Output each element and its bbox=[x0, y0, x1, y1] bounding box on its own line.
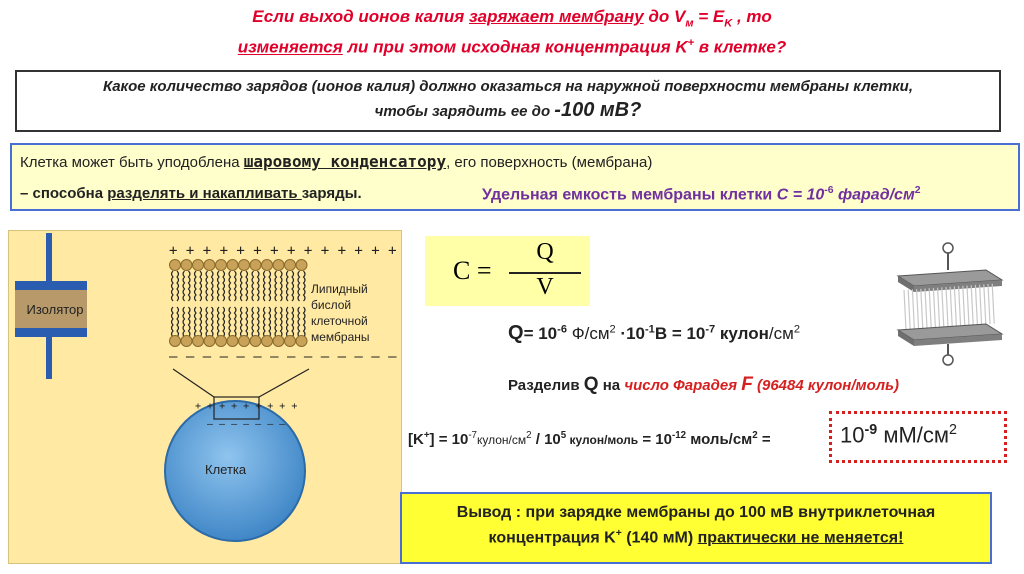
lipid-tail bbox=[200, 307, 202, 337]
capacitor-lipid-line bbox=[992, 284, 994, 324]
lipid-tail bbox=[183, 307, 185, 337]
lipid-tail bbox=[195, 271, 197, 301]
lipid-tail bbox=[292, 307, 294, 337]
charge-calculation: $Q= 10^{-6}$ $Ф/см^2 \cdot 10^{-1}В = 10^{-7}$ кулон/$см^2$ bbox=[508, 322, 800, 344]
capacitor-lipid-line bbox=[917, 289, 919, 329]
capacitor-lipid-line bbox=[963, 286, 965, 326]
lipid-tail bbox=[218, 307, 220, 337]
lipid-heads-bottom bbox=[170, 336, 308, 347]
cell-label: Клетка bbox=[205, 462, 247, 477]
cell-minus-charges: – – – – – – – bbox=[207, 419, 286, 430]
formula-numerator: Q bbox=[536, 239, 554, 265]
lipid-head bbox=[273, 336, 284, 347]
lipid-head bbox=[239, 260, 250, 271]
conclusion-box bbox=[400, 492, 992, 564]
lipid-tail bbox=[264, 271, 266, 301]
lipid-tail bbox=[275, 307, 277, 337]
lipid-tail bbox=[229, 307, 231, 337]
specific-capacitance: Удельная емкость мембраны клетки $C = 10^{-6}$ фарад/$см^2$ bbox=[482, 185, 921, 204]
lipid-tail bbox=[183, 271, 185, 301]
capacitor-lipid-line bbox=[950, 287, 952, 327]
capacitor-lipid-line bbox=[921, 289, 923, 329]
lipid-tail bbox=[298, 307, 300, 337]
capacitor-lipid-line bbox=[971, 285, 973, 325]
lipid-tail bbox=[177, 271, 179, 301]
capacitor-line1: Клетка может быть уподоблена шаровому конденсатору, его поверхность (мембрана) bbox=[20, 152, 653, 171]
faraday-division: Разделив Q на число Фарадея F (96484 кулон/моль) bbox=[508, 374, 900, 395]
capacitance-formula bbox=[425, 236, 590, 306]
capacitor-box bbox=[10, 143, 1020, 211]
lipid-head bbox=[250, 260, 261, 271]
lipid-head bbox=[204, 260, 215, 271]
lipid-tail bbox=[235, 307, 237, 337]
lipid-tail bbox=[212, 307, 214, 337]
lipid-head bbox=[262, 260, 273, 271]
formula-c: C = bbox=[453, 256, 492, 285]
lipid-head bbox=[250, 336, 261, 347]
result-highlight-box bbox=[829, 411, 1007, 463]
lipid-head bbox=[262, 336, 273, 347]
lipid-head bbox=[181, 260, 192, 271]
lipid-tail bbox=[195, 307, 197, 337]
formula-denominator: V bbox=[536, 274, 554, 300]
lipid-head bbox=[170, 336, 181, 347]
lipid-tails bbox=[172, 271, 306, 337]
lipid-head bbox=[285, 260, 296, 271]
lipid-tail bbox=[258, 307, 260, 337]
lipid-tail bbox=[189, 307, 191, 337]
lipid-tail bbox=[172, 271, 174, 301]
lipid-head bbox=[296, 260, 307, 271]
concentration-result: $10^{-9}$ $мМ/см^2$ bbox=[840, 422, 957, 448]
conclusion-line1: Вывод : при зарядке мембраны до 100 мВ внутриклеточная bbox=[456, 504, 936, 521]
capacitor-plate-top bbox=[15, 281, 87, 290]
lipid-tail bbox=[223, 307, 225, 337]
slide-title-line2: изменяется ли при этом исходная концентрация K+ в клетке? bbox=[237, 37, 787, 57]
lipid-tail bbox=[241, 271, 243, 301]
lipid-tail bbox=[241, 307, 243, 337]
capacitor-lipid-line bbox=[933, 288, 935, 328]
capacitor-lipid-line bbox=[975, 285, 977, 325]
lipid-head bbox=[170, 260, 181, 271]
lipid-tail bbox=[229, 271, 231, 301]
question-box bbox=[15, 70, 1001, 132]
capacitor-lipid-line bbox=[988, 284, 990, 324]
lipid-tail bbox=[269, 307, 271, 337]
zoom-line-right bbox=[259, 369, 309, 397]
insulator-label: Изолятор bbox=[26, 302, 84, 317]
question-line2: чтобы зарядить ее до -100 мВ? bbox=[374, 99, 642, 121]
lipid-tail bbox=[189, 271, 191, 301]
lipid-tail bbox=[246, 271, 248, 301]
capacitor-lipid-line bbox=[929, 288, 931, 328]
zoom-line-left bbox=[173, 369, 214, 397]
lipid-tail bbox=[172, 307, 174, 337]
lipid-tail bbox=[252, 307, 254, 337]
lipid-tail bbox=[304, 307, 306, 337]
concentration-calculation: $[K^+] = 10^{-7}кулон/см^2 / 10^5$ кулон/моль = $10^{-12}$ моль/$см^2$ = bbox=[408, 430, 771, 448]
lipid-head bbox=[216, 260, 227, 271]
lipid-tail bbox=[235, 271, 237, 301]
lipid-head bbox=[296, 336, 307, 347]
lipid-tail bbox=[218, 271, 220, 301]
lipid-head bbox=[285, 336, 296, 347]
capacitor-lipid-line bbox=[967, 286, 969, 326]
minus-charges: – – – – – – – – – – – – – – bbox=[169, 349, 397, 365]
capacitor-lipid-line bbox=[942, 287, 944, 327]
lipid-head bbox=[193, 336, 204, 347]
lipid-tail bbox=[177, 307, 179, 337]
lipid-tail bbox=[287, 271, 289, 301]
capacitor-lipid-line bbox=[912, 289, 914, 329]
capacitor-lipid-line bbox=[946, 287, 948, 327]
capacitor-lipid-line bbox=[904, 290, 906, 330]
lipid-tail bbox=[287, 307, 289, 337]
lipid-head bbox=[193, 260, 204, 271]
lipid-head bbox=[273, 260, 284, 271]
lipid-head bbox=[204, 336, 215, 347]
capacitor-plate-bottom bbox=[15, 328, 87, 337]
lipid-tail bbox=[281, 271, 283, 301]
question-line1: Какое количество зарядов (ионов калия) должно оказаться на наружной поверхности мембраны клетки, bbox=[102, 78, 914, 95]
capacitor-lipid-line bbox=[954, 286, 956, 326]
lipid-tail bbox=[275, 271, 277, 301]
capacitor-line2: – способна разделять и накапливать заряды. bbox=[20, 185, 362, 202]
lipid-tail bbox=[212, 271, 214, 301]
lipid-tail bbox=[264, 307, 266, 337]
lipid-tail bbox=[252, 271, 254, 301]
lipid-head bbox=[227, 336, 238, 347]
lipid-tail bbox=[281, 307, 283, 337]
capacitor-lipid-line bbox=[938, 288, 940, 328]
capacitor-lipid-line bbox=[984, 284, 986, 324]
conclusion-line2: концентрация K+ (140 мМ) практически не меняется! bbox=[488, 528, 904, 547]
capacitor-lipid-line bbox=[908, 290, 910, 330]
plus-charges: + + + + + + + + + + + + + + bbox=[169, 243, 397, 259]
lipid-bilayer-label: Липидный бислой клеточной мембраны bbox=[311, 282, 370, 344]
lipid-tail bbox=[223, 271, 225, 301]
lipid-tail bbox=[246, 307, 248, 337]
lipid-heads-top bbox=[170, 260, 308, 271]
capacitor-lipid-line bbox=[980, 285, 982, 325]
lipid-head bbox=[181, 336, 192, 347]
lipid-tail bbox=[298, 271, 300, 301]
lipid-tail bbox=[206, 271, 208, 301]
slide-title-line1: Если выход ионов калия заряжает мембрану до $V_м = E_K$ , то bbox=[252, 7, 772, 30]
cell-plus-charges: + + + + + + + + + bbox=[195, 401, 298, 412]
lipid-tail bbox=[292, 271, 294, 301]
lipid-head bbox=[227, 260, 238, 271]
lipid-tail bbox=[258, 271, 260, 301]
capacitor-lipid-line bbox=[959, 286, 961, 326]
lipid-tail bbox=[269, 271, 271, 301]
lipid-tail bbox=[304, 271, 306, 301]
lipid-tail bbox=[206, 307, 208, 337]
lipid-tail bbox=[200, 271, 202, 301]
membrane-illustration bbox=[8, 230, 402, 564]
lipid-head bbox=[216, 336, 227, 347]
lipid-head bbox=[239, 336, 250, 347]
capacitor-lipid-line bbox=[925, 289, 927, 329]
plate-capacitor-icon bbox=[886, 238, 1008, 368]
